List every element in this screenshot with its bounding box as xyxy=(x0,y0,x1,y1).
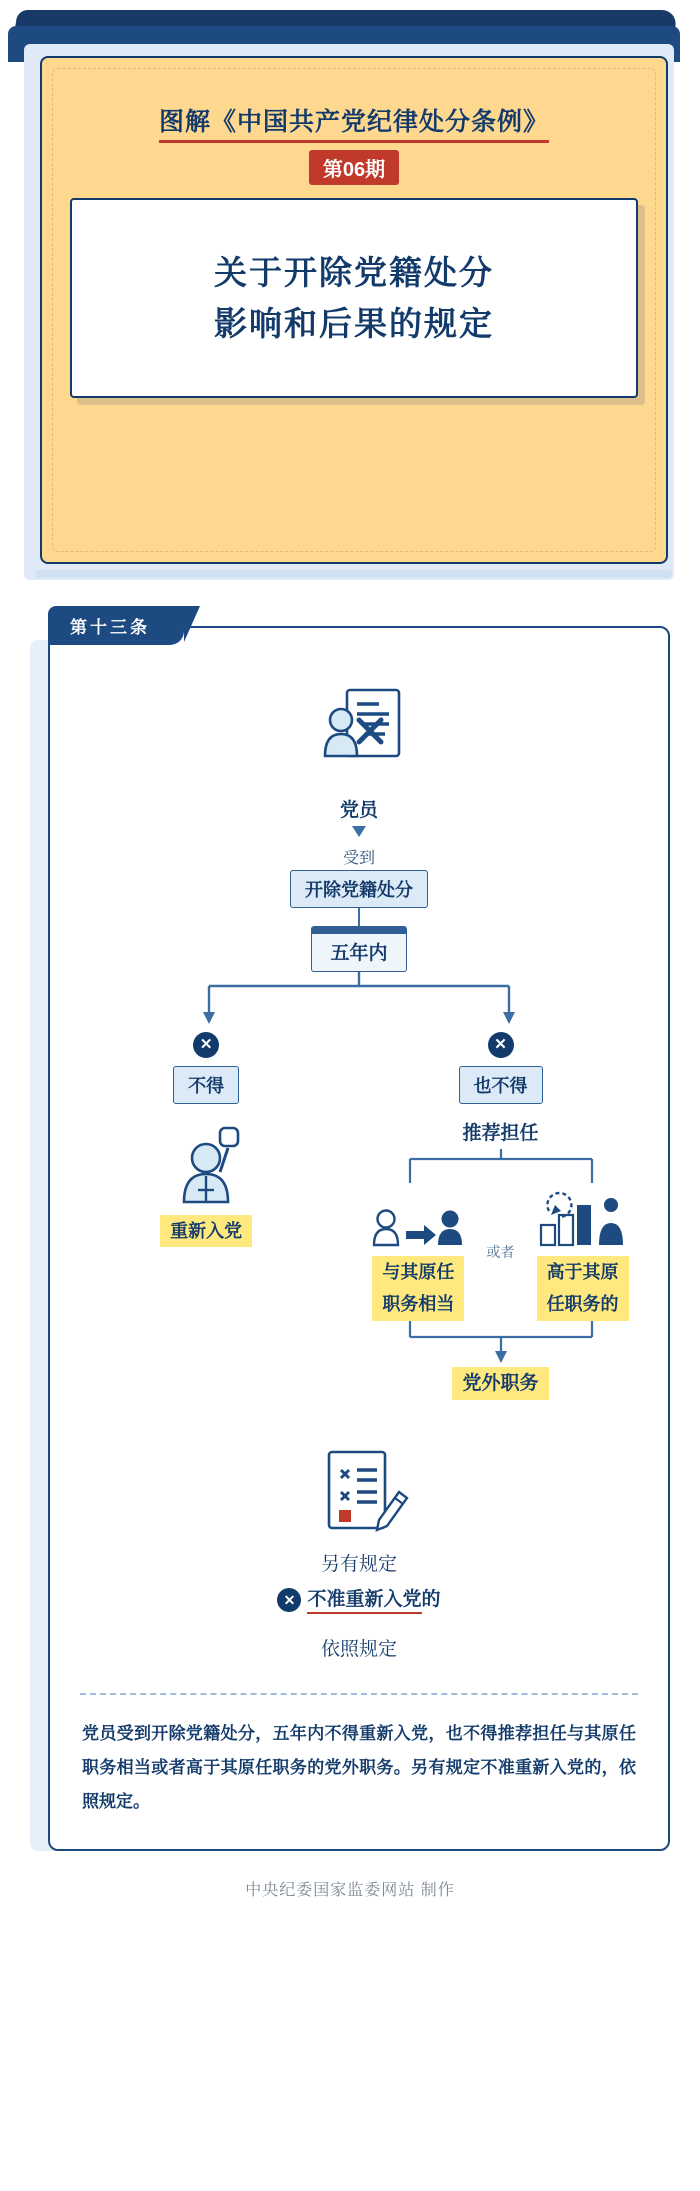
sub-branch-connector xyxy=(376,1149,626,1189)
cover-section xyxy=(0,0,700,600)
punishment-tag: 开除党籍处分 xyxy=(290,870,428,908)
option-connector-label: 或者 xyxy=(486,1243,515,1260)
exception-block xyxy=(76,1446,642,1663)
person-to-person-icon xyxy=(359,1191,478,1254)
article-section xyxy=(30,618,670,1851)
article-number-tab xyxy=(48,606,184,645)
receive-verb-label: 受到 xyxy=(342,850,375,867)
summary-text: 党员受到开除党籍处分，五年内不得重新入党，也不得推荐担任与其原任职务相当或者高于其原任职务的党外职务。另有规定不准重新入党的，依照规定。 xyxy=(82,1724,636,1812)
growth-bar-chart-person-icon xyxy=(523,1191,642,1254)
branch-right-action: 推荐担任 xyxy=(462,1123,539,1144)
branch-left-label: 不得 xyxy=(173,1066,239,1104)
exception-line3: 依照规定 xyxy=(320,1639,397,1661)
branch-left xyxy=(76,1032,336,1247)
cover-series-title-text: 图解《中国共产党纪律处分条例》 xyxy=(159,108,549,143)
arrow-down-icon xyxy=(352,826,366,837)
sub-option-b-line2: 任职务的 xyxy=(537,1288,629,1320)
branch-right xyxy=(359,1032,642,1400)
exception-tail: 的 xyxy=(421,1589,441,1611)
cover-issue-text: 第06期 xyxy=(309,150,399,185)
cover-issue-badge xyxy=(42,150,666,185)
x-mark-icon-right: ✕ xyxy=(488,1032,514,1058)
x-mark-icon-left: ✕ xyxy=(193,1032,219,1058)
cover-main-title-line2: 影响和后果的规定 xyxy=(214,305,494,342)
branch-left-action: 重新入党 xyxy=(160,1215,252,1247)
sub-option-b-line1: 高于其原 xyxy=(537,1256,629,1288)
article-number-label: 第十三条 xyxy=(70,618,150,637)
sub-option-a-line1: 与其原任 xyxy=(372,1256,464,1288)
sub-option-b xyxy=(523,1191,642,1321)
flow-top xyxy=(76,674,642,972)
cover-main-title-box xyxy=(70,198,638,398)
footer-credit: 中央纪委国家监委网站 制作 xyxy=(245,1882,455,1900)
exception-emphasis: 不准重新入党 xyxy=(307,1589,421,1614)
summary-divider xyxy=(80,1693,638,1695)
cover-bottom-strip xyxy=(36,570,672,578)
branch-connector xyxy=(149,972,569,1032)
subject-label: 党员 xyxy=(339,800,378,821)
article-card xyxy=(48,618,670,1851)
connector-line-1 xyxy=(358,908,360,926)
exception-line2 xyxy=(277,1584,440,1612)
exception-line1: 另有规定 xyxy=(320,1554,397,1576)
cover-series-title xyxy=(42,102,666,138)
cover-main-title-line1: 关于开除党籍处分 xyxy=(214,253,494,291)
sub-options-row xyxy=(359,1191,642,1321)
sub-option-a-line2: 职务相当 xyxy=(372,1288,464,1320)
raised-fist-person-icon xyxy=(76,1114,336,1211)
period-calendar-box xyxy=(311,926,406,972)
sub-option-a xyxy=(359,1191,478,1321)
branch-right-result: 党外职务 xyxy=(452,1367,548,1401)
branch-right-label: 也不得 xyxy=(459,1066,543,1104)
expelled-member-document-icon xyxy=(307,680,411,789)
period-label: 五年内 xyxy=(330,943,388,964)
result-connector xyxy=(376,1321,626,1367)
x-mark-icon-exception: ✕ xyxy=(277,1588,301,1612)
branches-row xyxy=(76,1032,642,1400)
rules-document-pencil-icon xyxy=(307,1446,411,1547)
cover-card xyxy=(40,56,668,564)
